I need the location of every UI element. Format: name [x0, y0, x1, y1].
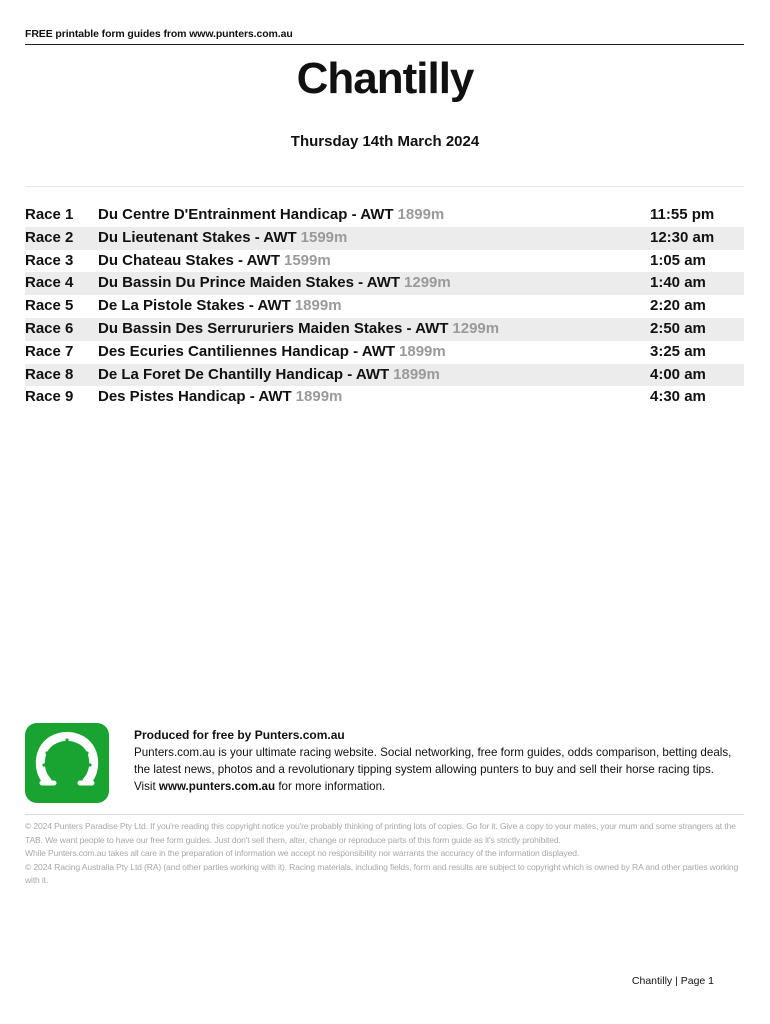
race-row: [25, 204, 744, 227]
race-distance: 1599m: [300, 228, 348, 246]
race-time: 2:50 am: [650, 319, 706, 337]
copyright-line: © 2024 Racing Australia Pty Ltd (RA) (and other parties working with it). Racing materials, including fields, form and results are subject to copyright which is owned by RA and other parties working with it.: [25, 861, 739, 886]
race-time: 12:30 am: [650, 228, 715, 246]
race-name: Du Chateau Stakes - AWT: [98, 251, 280, 269]
race-number: Race 3: [25, 251, 74, 269]
race-name: De La Foret De Chantilly Handicap - AWT: [98, 365, 390, 383]
page-title: Chantilly: [296, 54, 474, 103]
race-number: Race 9: [25, 388, 74, 406]
race-name-cell: [98, 295, 342, 318]
promo-text: Punters.com.au is your ultimate racing website. Social networking, free form guides, odds comparison, betting deals, the latest news, photos and a revolutionary tipping system allowing punters to buy and sell their horse racing tips.: [134, 746, 732, 776]
race-time: 1:40 am: [650, 274, 706, 292]
race-number: Race 7: [25, 342, 74, 360]
promo-block: [134, 727, 746, 795]
race-distance: 1299m: [452, 319, 500, 337]
divider: [25, 186, 744, 187]
page-footer: Chantilly | Page 1: [631, 975, 714, 987]
race-time: 4:30 am: [650, 388, 706, 406]
race-name-cell: [98, 272, 451, 295]
punters-link[interactable]: www.punters.com.au: [158, 780, 276, 793]
race-distance: 1599m: [283, 251, 331, 269]
race-name-cell: [98, 204, 444, 227]
race-row: [25, 295, 744, 318]
race-time: 2:20 am: [650, 297, 706, 315]
race-row: [25, 341, 744, 364]
race-name: Des Pistes Handicap - AWT: [98, 388, 292, 406]
race-time: 1:05 am: [650, 251, 706, 269]
race-number: Race 1: [25, 206, 74, 223]
divider: [25, 814, 744, 815]
copyright-notice: [25, 820, 747, 888]
race-time: 4:00 am: [650, 365, 706, 383]
race-row: [25, 227, 744, 250]
race-distance: 1899m: [295, 388, 343, 406]
race-row: [25, 364, 744, 387]
visit-prefix: Visit: [134, 780, 159, 793]
visit-suffix: for more information.: [275, 780, 386, 793]
horseshoe-icon: [25, 723, 109, 803]
copyright-line: While Punters.com.au takes all care in the preparation of information we accept no responsibility nor warrants the accuracy of the information displayed.: [25, 848, 580, 859]
race-number: Race 4: [25, 274, 74, 292]
race-distance: 1899m: [397, 206, 445, 223]
race-name: Du Lieutenant Stakes - AWT: [98, 228, 297, 246]
race-name-cell: [98, 341, 446, 364]
race-number: Race 8: [25, 365, 74, 383]
race-name: Du Centre D'Entrainment Handicap - AWT: [98, 206, 394, 223]
race-name-cell: [98, 227, 347, 250]
race-name: Des Ecuries Cantiliennes Handicap - AWT: [98, 342, 396, 360]
header-tagline: FREE printable form guides from www.punters.com.au: [25, 28, 744, 45]
race-time: 11:55 pm: [650, 206, 715, 223]
race-name: De La Pistole Stakes - AWT: [98, 297, 291, 315]
race-row: [25, 318, 744, 341]
race-name-cell: [98, 250, 331, 273]
race-row: [25, 272, 744, 295]
promo-heading: Produced for free by Punters.com.au: [134, 728, 345, 742]
race-row: [25, 386, 744, 409]
race-name-cell: [98, 318, 499, 341]
race-number: Race 2: [25, 228, 74, 246]
race-name: Du Bassin Des Serrururiers Maiden Stakes - AWT: [98, 319, 449, 337]
promo-visit: [134, 778, 746, 795]
punters-logo: [25, 723, 109, 803]
race-time: 3:25 am: [650, 342, 706, 360]
race-distance: 1899m: [399, 342, 446, 360]
race-distance: 1899m: [294, 297, 342, 315]
meeting-date: Thursday 14th March 2024: [290, 133, 480, 150]
race-list: [25, 204, 744, 409]
race-number: Race 6: [25, 319, 74, 337]
race-number: Race 5: [25, 297, 74, 315]
race-distance: 1899m: [393, 365, 440, 383]
race-name: Du Bassin Du Prince Maiden Stakes - AWT: [98, 274, 401, 292]
race-name-cell: [98, 364, 440, 387]
race-row: [25, 250, 744, 273]
race-distance: 1299m: [404, 274, 451, 292]
copyright-line: © 2024 Punters Paradise Pty Ltd. If you're reading this copyright notice you're probably thinking of printing lots of copies. Go for it. Give a copy to your mates, your mum and some strangers at the TAB. We want people to have our free form guides. Just don't sell them, alter, change or reproduce parts of this form guide as it's strictly prohibited.: [25, 821, 736, 845]
race-name-cell: [98, 386, 342, 409]
